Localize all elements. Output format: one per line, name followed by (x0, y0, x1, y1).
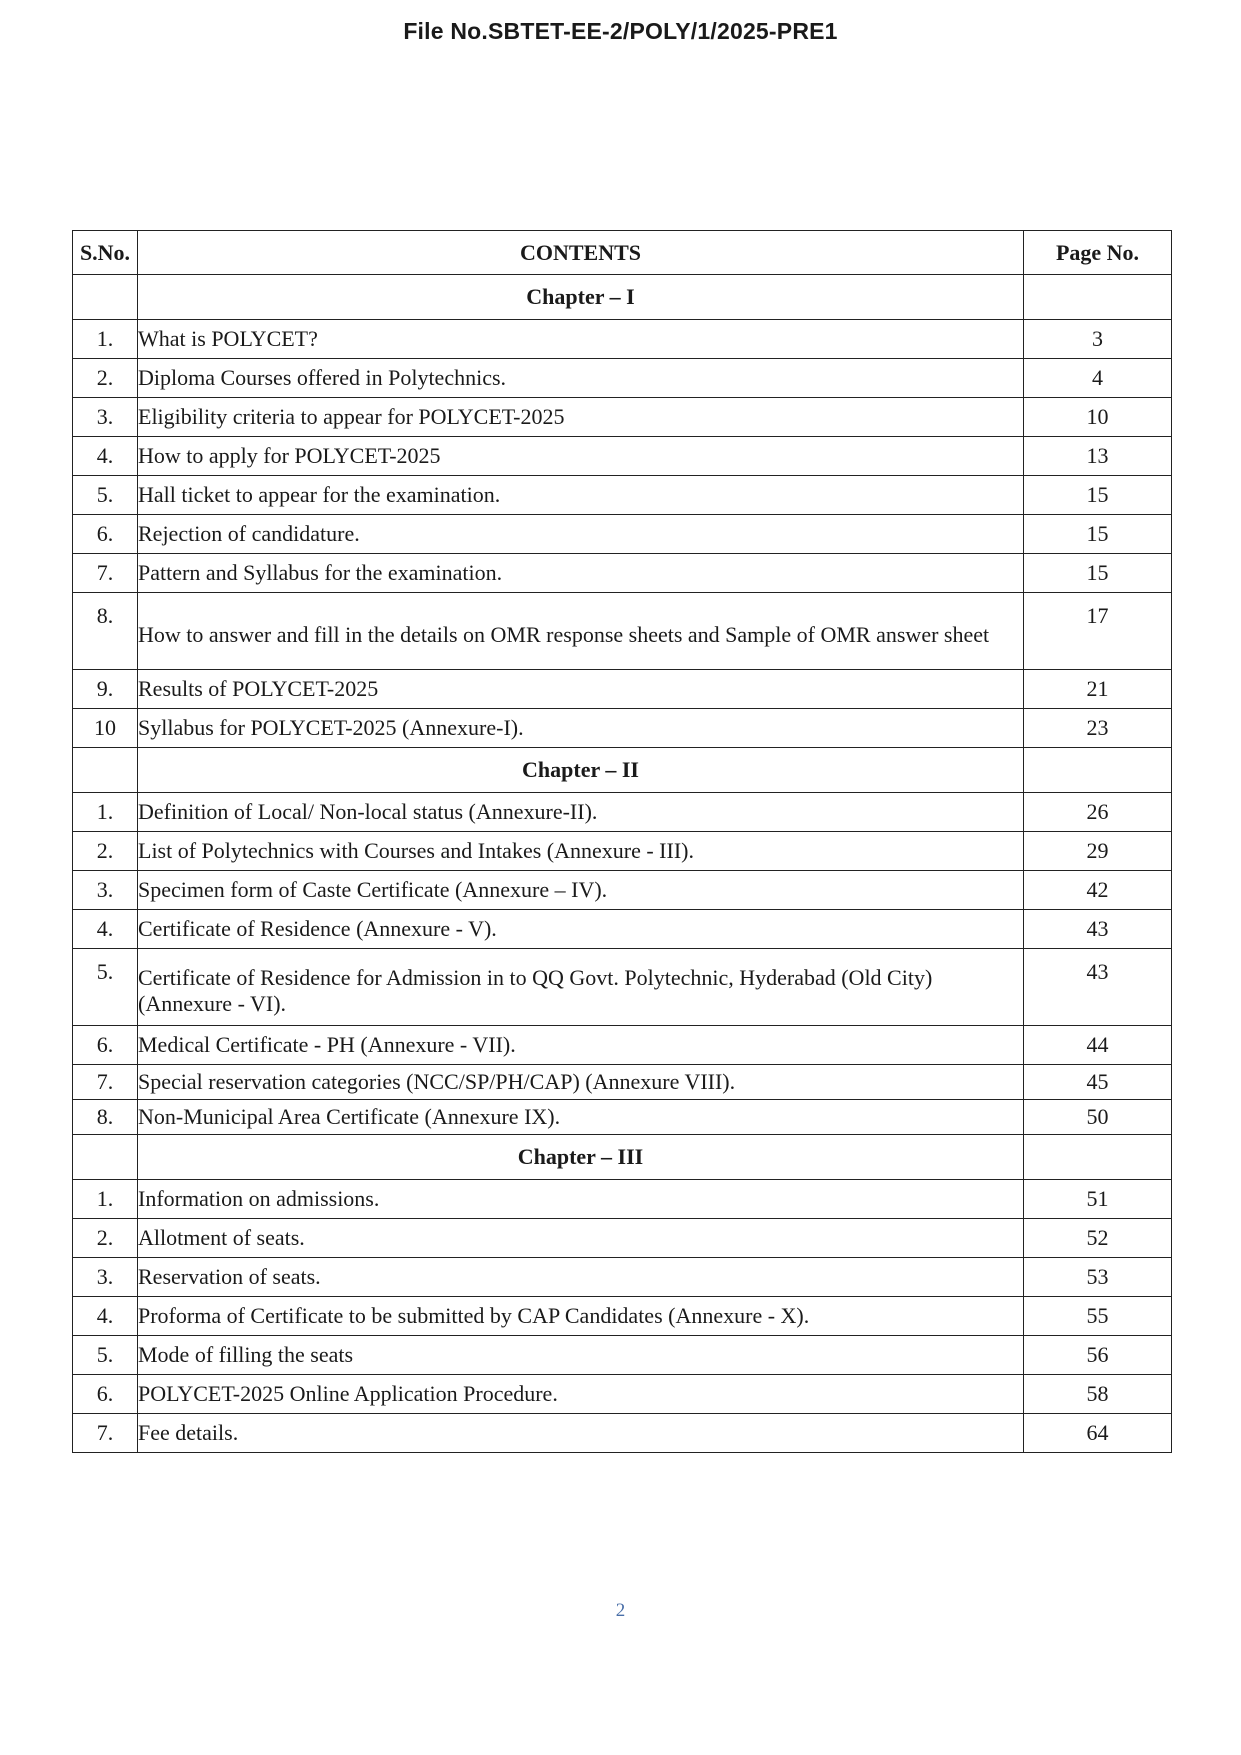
chapter-row (73, 748, 1172, 793)
contents-entry: Diploma Courses offered in Polytechnics. (138, 359, 1024, 398)
contents-entry: Syllabus for POLYCET-2025 (Annexure-I). (138, 709, 1024, 748)
contents-entry: Information on admissions. (138, 1180, 1024, 1219)
serial-number: 1. (73, 793, 138, 832)
table-row (73, 1180, 1172, 1219)
table-row (73, 1026, 1172, 1065)
contents-entry: Medical Certificate - PH (Annexure - VII). (138, 1026, 1024, 1065)
serial-number: 7. (73, 1065, 138, 1100)
table-row (73, 398, 1172, 437)
chapter-page-cell (1024, 275, 1172, 320)
serial-number: 2. (73, 359, 138, 398)
contents-entry: List of Polytechnics with Courses and Intakes (Annexure - III). (138, 832, 1024, 871)
serial-number: 1. (73, 320, 138, 359)
chapter-sno-cell (73, 275, 138, 320)
page-ref: 50 (1024, 1100, 1172, 1135)
contents-column-header: CONTENTS (138, 231, 1024, 275)
serial-number: 5. (73, 476, 138, 515)
table-row (73, 949, 1172, 1026)
table-row (73, 670, 1172, 709)
serial-number: 4. (73, 910, 138, 949)
chapter-title: Chapter – II (138, 748, 1024, 793)
page-ref: 44 (1024, 1026, 1172, 1065)
table-row (73, 476, 1172, 515)
page-ref: 13 (1024, 437, 1172, 476)
file-number-header: File No.SBTET-EE-2/POLY/1/2025-PRE1 (403, 18, 838, 44)
contents-entry: Reservation of seats. (138, 1258, 1024, 1297)
page-ref: 26 (1024, 793, 1172, 832)
contents-entry: Fee details. (138, 1414, 1024, 1453)
contents-entry: Proforma of Certificate to be submitted by CAP Candidates (Annexure - X). (138, 1297, 1024, 1336)
page-ref: 42 (1024, 871, 1172, 910)
contents-entry: Allotment of seats. (138, 1219, 1024, 1258)
serial-number: 5. (73, 949, 138, 1026)
sno-column-header: S.No. (73, 231, 138, 275)
page-ref: 56 (1024, 1336, 1172, 1375)
page-ref: 10 (1024, 398, 1172, 437)
page-ref: 53 (1024, 1258, 1172, 1297)
serial-number: 4. (73, 1297, 138, 1336)
serial-number: 2. (73, 1219, 138, 1258)
table-row (73, 832, 1172, 871)
contents-entry: Pattern and Syllabus for the examination. (138, 554, 1024, 593)
page-ref: 15 (1024, 554, 1172, 593)
page-ref: 58 (1024, 1375, 1172, 1414)
table-row (73, 593, 1172, 670)
page-number: 2 (615, 1600, 626, 1621)
table-row (73, 1414, 1172, 1453)
table-row (73, 1258, 1172, 1297)
table-row (73, 709, 1172, 748)
table-row (73, 437, 1172, 476)
page-ref: 43 (1024, 949, 1172, 1026)
table-row (73, 515, 1172, 554)
contents-entry: Non-Municipal Area Certificate (Annexure IX). (138, 1100, 1024, 1135)
contents-table-body (73, 275, 1172, 1453)
chapter-title: Chapter – III (138, 1135, 1024, 1180)
table-header-row (73, 231, 1172, 275)
table-row (73, 871, 1172, 910)
contents-entry: Results of POLYCET-2025 (138, 670, 1024, 709)
contents-entry: How to apply for POLYCET-2025 (138, 437, 1024, 476)
contents-entry: Rejection of candidature. (138, 515, 1024, 554)
serial-number: 3. (73, 398, 138, 437)
contents-entry: What is POLYCET? (138, 320, 1024, 359)
table-row (73, 1375, 1172, 1414)
contents-entry: Certificate of Residence (Annexure - V). (138, 910, 1024, 949)
serial-number: 7. (73, 1414, 138, 1453)
chapter-row (73, 275, 1172, 320)
page-ref: 4 (1024, 359, 1172, 398)
contents-entry: POLYCET-2025 Online Application Procedure. (138, 1375, 1024, 1414)
page-ref: 43 (1024, 910, 1172, 949)
chapter-page-cell (1024, 748, 1172, 793)
page-ref: 15 (1024, 476, 1172, 515)
chapter-row (73, 1135, 1172, 1180)
page-ref: 64 (1024, 1414, 1172, 1453)
table-row (73, 793, 1172, 832)
chapter-sno-cell (73, 748, 138, 793)
serial-number: 6. (73, 1026, 138, 1065)
serial-number: 4. (73, 437, 138, 476)
chapter-page-cell (1024, 1135, 1172, 1180)
contents-entry: Eligibility criteria to appear for POLYCET-2025 (138, 398, 1024, 437)
chapter-sno-cell (73, 1135, 138, 1180)
page-ref: 55 (1024, 1297, 1172, 1336)
page-ref: 52 (1024, 1219, 1172, 1258)
serial-number: 8. (73, 1100, 138, 1135)
table-row (73, 910, 1172, 949)
page-ref: 3 (1024, 320, 1172, 359)
serial-number: 5. (73, 1336, 138, 1375)
contents-entry: Mode of filling the seats (138, 1336, 1024, 1375)
page-ref: 17 (1024, 593, 1172, 670)
serial-number: 6. (73, 1375, 138, 1414)
table-row (73, 1219, 1172, 1258)
contents-entry: Definition of Local/ Non-local status (Annexure-II). (138, 793, 1024, 832)
contents-entry: How to answer and fill in the details on OMR response sheets and Sample of OMR answer sheet (138, 593, 1024, 670)
page-column-header: Page No. (1024, 231, 1172, 275)
serial-number: 6. (73, 515, 138, 554)
serial-number: 2. (73, 832, 138, 871)
serial-number: 10 (73, 709, 138, 748)
serial-number: 9. (73, 670, 138, 709)
page-ref: 51 (1024, 1180, 1172, 1219)
page-ref: 15 (1024, 515, 1172, 554)
serial-number: 3. (73, 871, 138, 910)
contents-entry: Special reservation categories (NCC/SP/PH/CAP) (Annexure VIII). (138, 1065, 1024, 1100)
serial-number: 1. (73, 1180, 138, 1219)
page-ref: 21 (1024, 670, 1172, 709)
contents-table (72, 230, 1172, 1453)
serial-number: 8. (73, 593, 138, 670)
page-ref: 29 (1024, 832, 1172, 871)
contents-entry: Certificate of Residence for Admission in to QQ Govt. Polytechnic, Hyderabad (Old City) (Annexure - VI). (138, 949, 1024, 1026)
table-row (73, 320, 1172, 359)
table-row (73, 554, 1172, 593)
serial-number: 3. (73, 1258, 138, 1297)
contents-entry: Hall ticket to appear for the examination. (138, 476, 1024, 515)
serial-number: 7. (73, 554, 138, 593)
table-row (73, 1297, 1172, 1336)
table-row (73, 359, 1172, 398)
page-ref: 45 (1024, 1065, 1172, 1100)
table-row (73, 1100, 1172, 1135)
table-row (73, 1065, 1172, 1100)
chapter-title: Chapter – I (138, 275, 1024, 320)
contents-entry: Specimen form of Caste Certificate (Annexure – IV). (138, 871, 1024, 910)
table-row (73, 1336, 1172, 1375)
page-ref: 23 (1024, 709, 1172, 748)
